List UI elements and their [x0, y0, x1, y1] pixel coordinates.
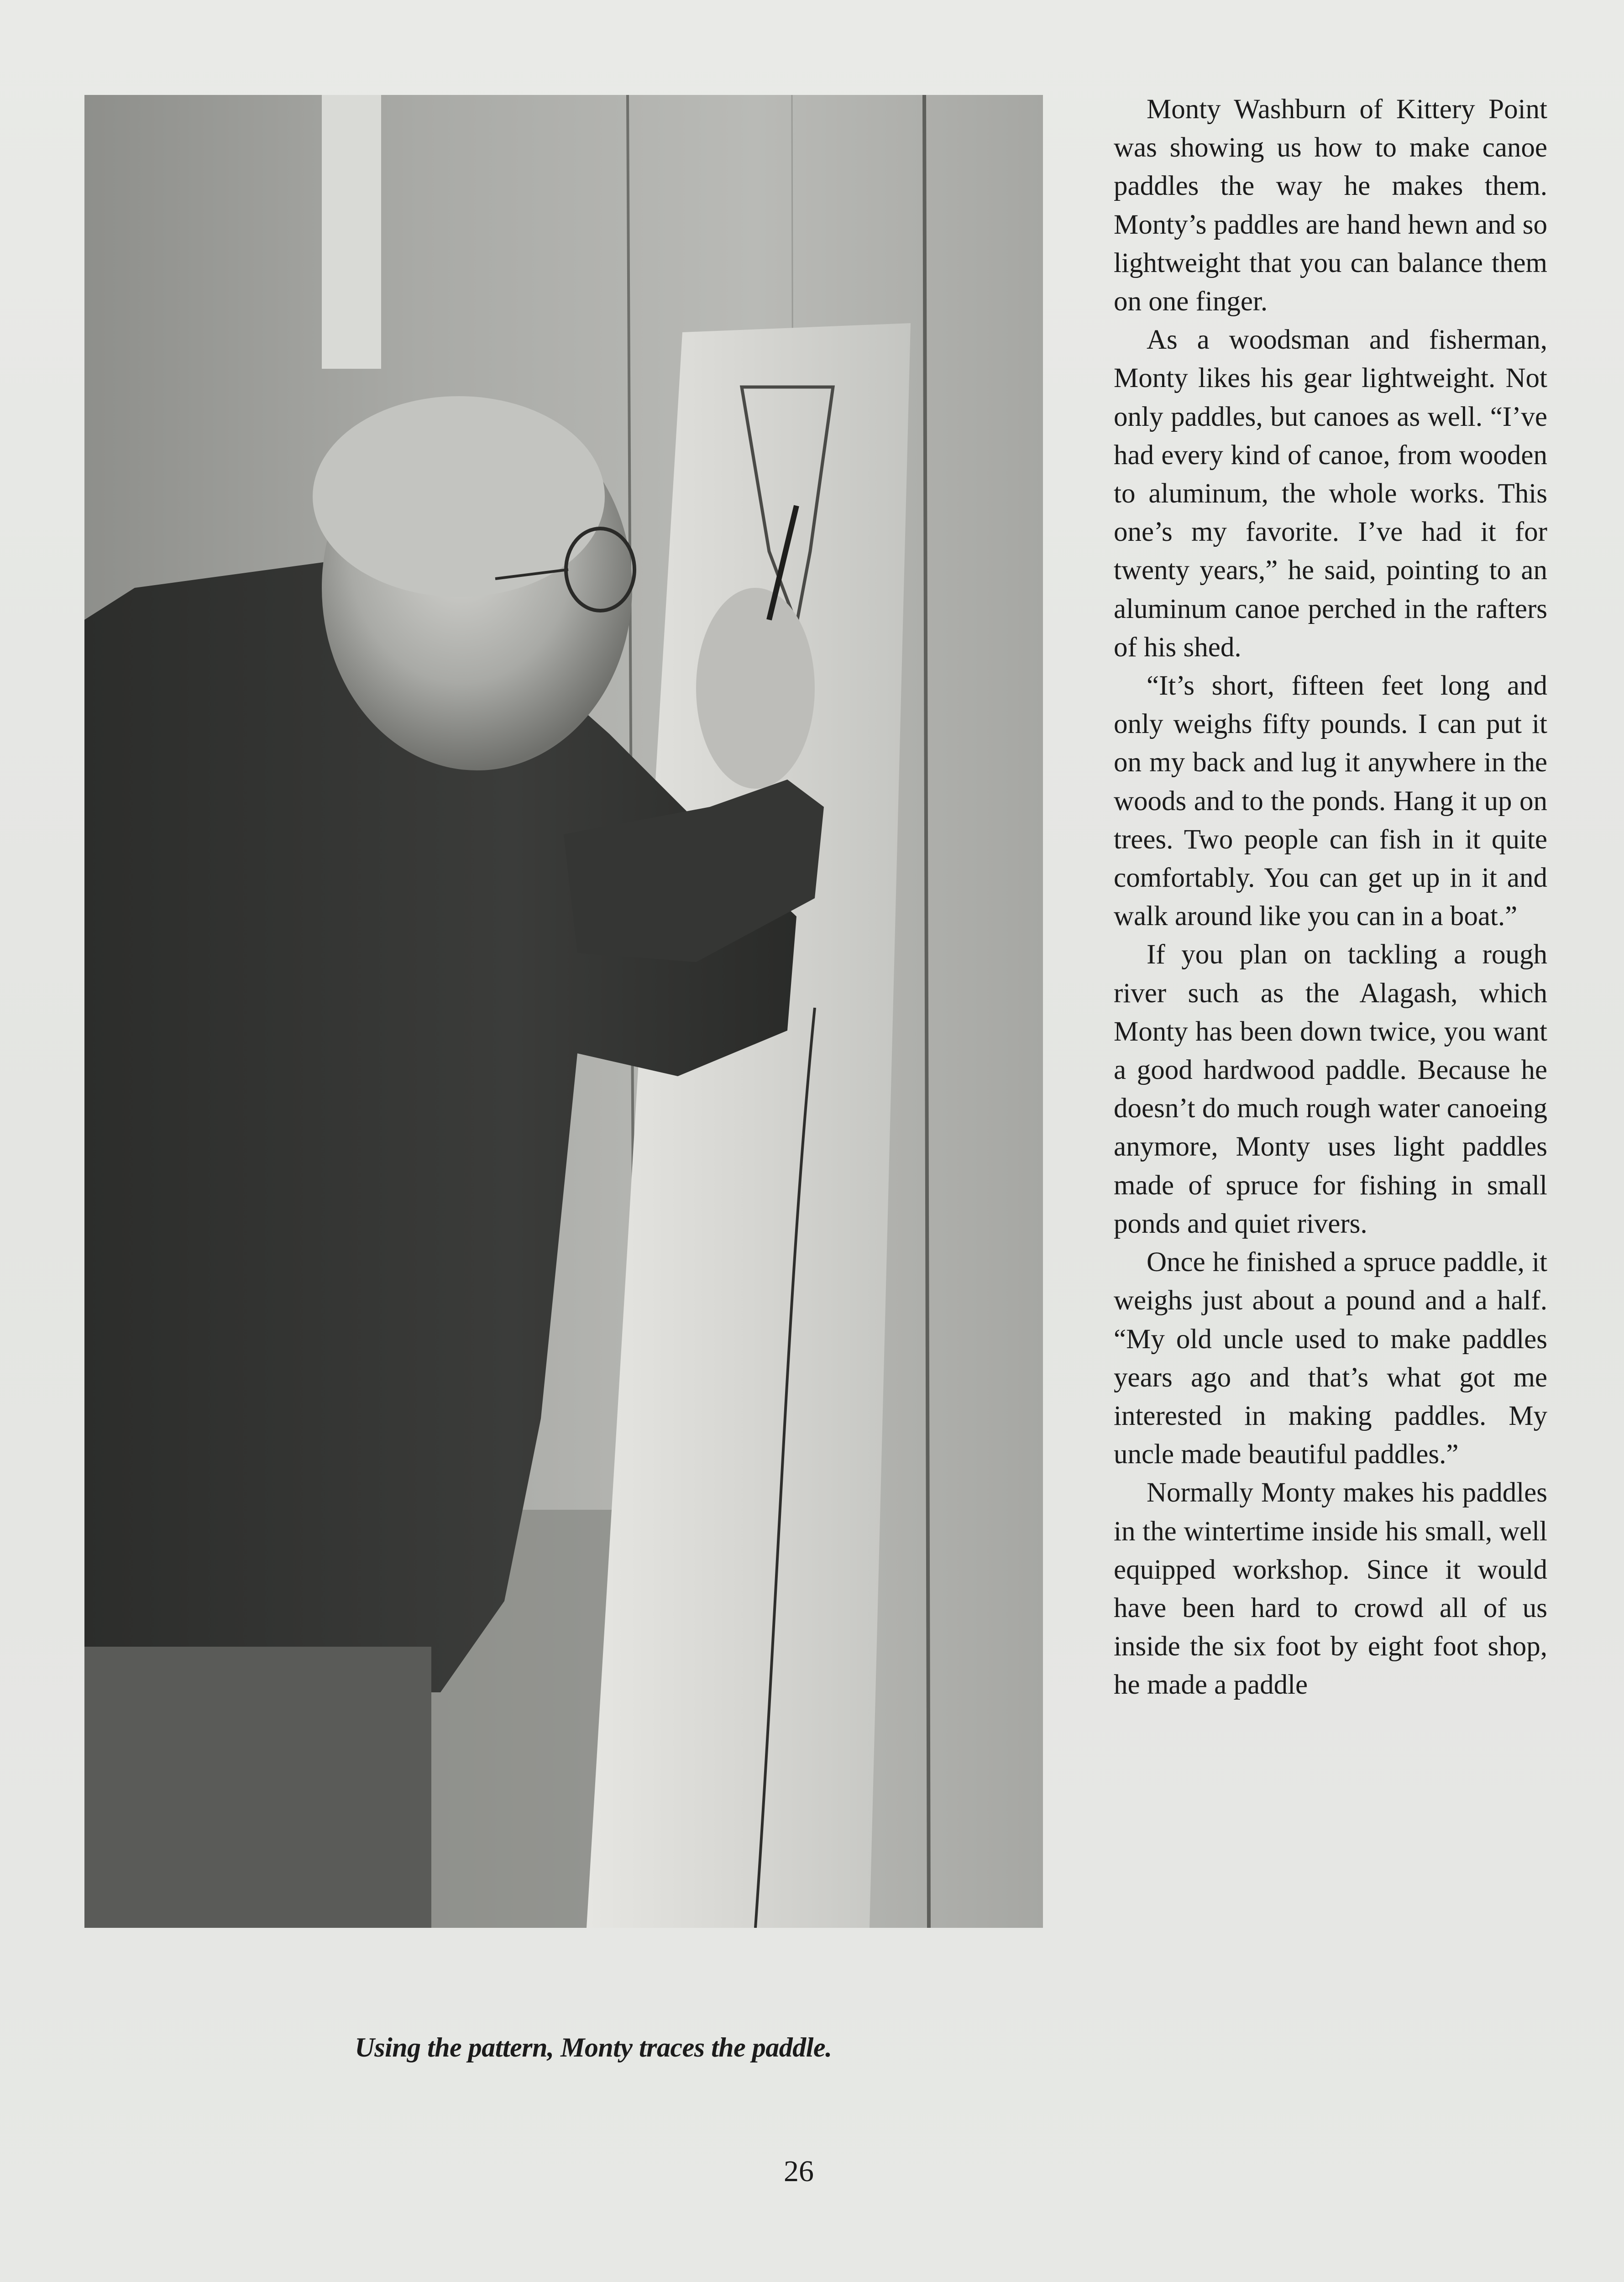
- photograph-man-tracing-paddle: [84, 95, 1043, 1928]
- photo-illustration: [84, 95, 1043, 1928]
- article-paragraph-3: “It’s short, fifteen feet long and only weighs fifty pounds. I can put it on my back and lug it anywhere in the woods and to the ponds. Hang it up on trees. Two people can fish in it quite comfortably. You can get up in it and walk around like you can in a boat.”: [1114, 670, 1547, 932]
- article-paragraph-5: Once he finished a spruce paddle, it weighs just about a pound and a half. “My old uncle used to make paddles years ago and that’s what got me interested in making paddles. My uncle made beautiful paddles.”: [1114, 1247, 1547, 1470]
- article-paragraph-4: If you plan on tackling a rough river such as the Alagash, which Monty has been down twice, you want a good hardwood paddle. Because he doesn’t do much rough water canoeing anymore, Monty uses light paddles made of spruce for fishing in small ponds and quiet rivers.: [1114, 939, 1547, 1239]
- article-paragraph-6: Normally Monty makes his paddles in the wintertime inside his small, well equipped workshop. Since it would have been hard to crowd all of us inside the six foot by eight foot shop, he made a paddle: [1114, 1477, 1547, 1701]
- article-paragraph-2: As a woodsman and fisherman, Monty likes his gear lightweight. Not only paddles, but canoes as well. “I’ve had every kind of canoe, from wooden to aluminum, the whole works. This one’s my favorite. I’ve had it for twenty years,” he said, pointing to an aluminum canoe perched in the rafters of his shed.: [1114, 325, 1547, 663]
- article-paragraph-1: Monty Washburn of Kittery Point was showing us how to make canoe paddles the way he makes them. Monty’s paddles are hand hewn and so lightweight that you can balance them on one finger.: [1114, 94, 1547, 317]
- article-column: [1114, 90, 1547, 1705]
- page-number: 26: [784, 2155, 814, 2188]
- photo-caption: Using the pattern, Monty traces the paddle.: [355, 2032, 832, 2062]
